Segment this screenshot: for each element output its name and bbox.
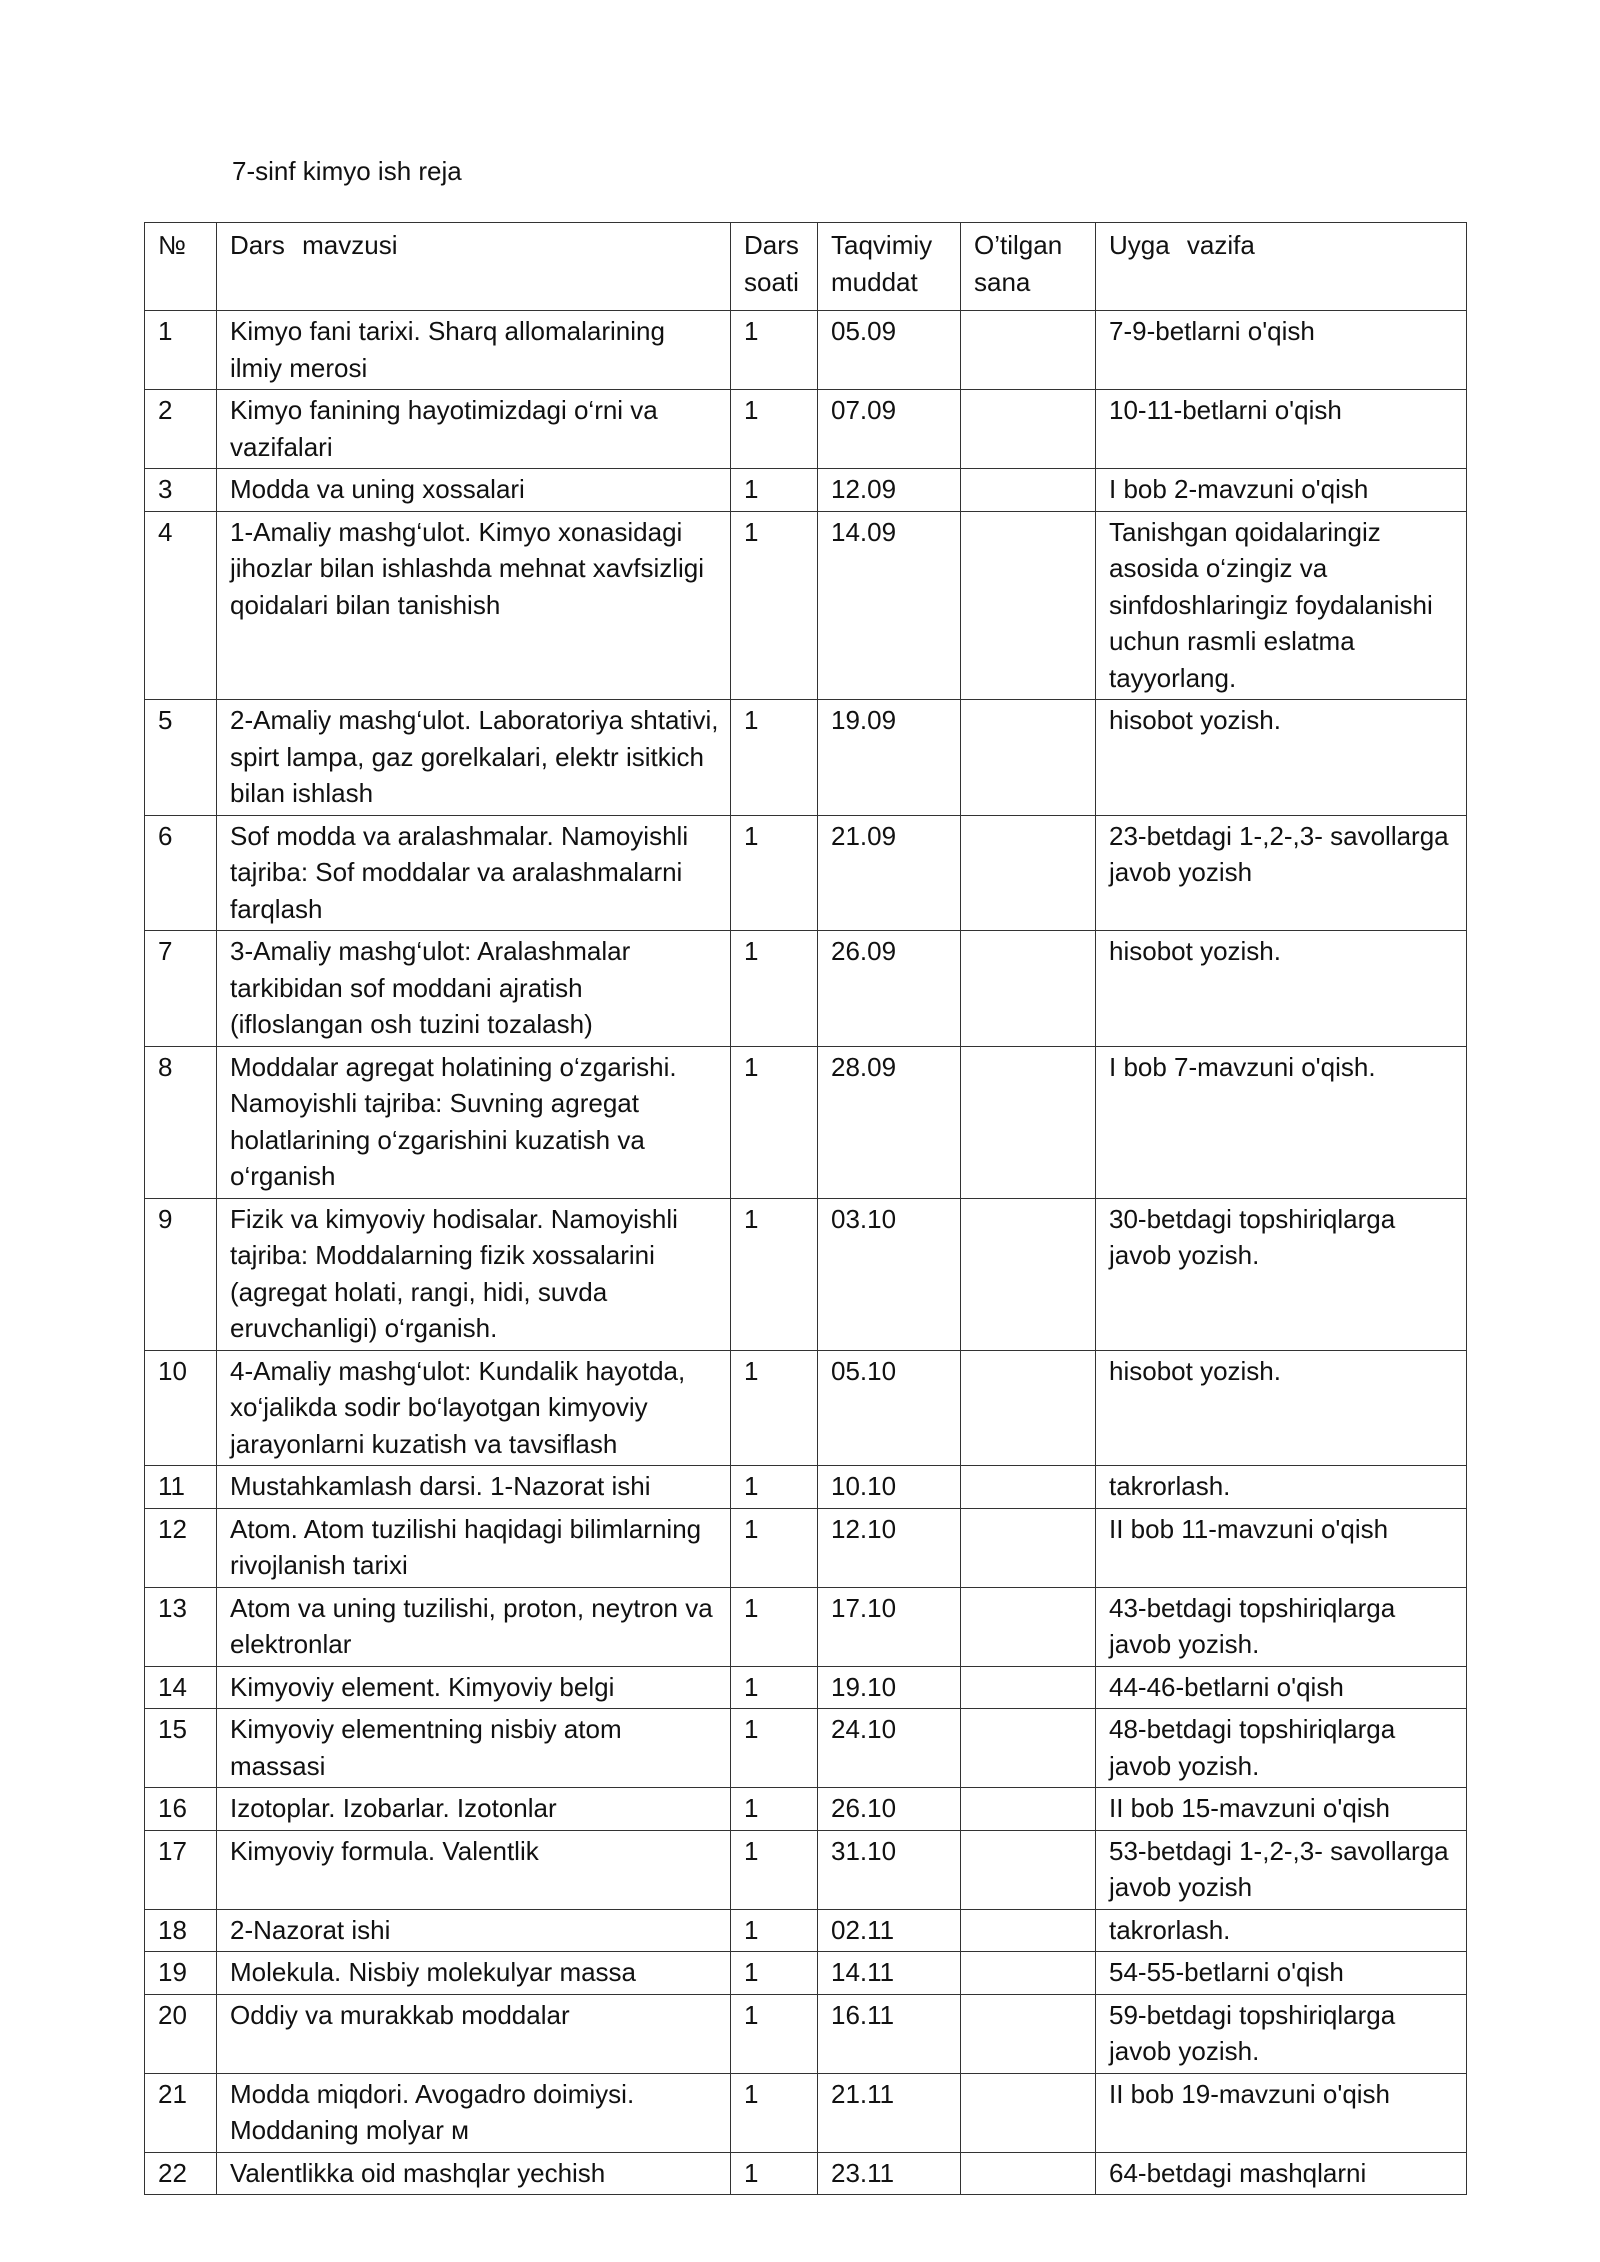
row-number: 9 — [145, 1198, 217, 1350]
row-homework: Tanishgan qoidalaringiz asosida o‘zingiz va sinfdoshlaringiz foydalanishi uchun rasmli eslatma tayyorlang. — [1096, 511, 1467, 700]
row-hours: 1 — [731, 1709, 818, 1788]
row-done-date — [961, 1046, 1096, 1198]
row-hours: 1 — [731, 1909, 818, 1952]
row-homework: 30-betdagi topshiriqlarga javob yozish. — [1096, 1198, 1467, 1350]
row-hours: 1 — [731, 2073, 818, 2152]
row-hours: 1 — [731, 1952, 818, 1995]
row-done-date — [961, 2073, 1096, 2152]
table-row — [145, 511, 1467, 700]
header-date — [818, 223, 961, 311]
row-hours: 1 — [731, 1466, 818, 1509]
row-number: 5 — [145, 700, 217, 816]
row-hours: 1 — [731, 1587, 818, 1666]
header-date-line2: muddat — [831, 266, 918, 297]
row-homework: 59-betdagi topshiriqlarga javob yozish. — [1096, 1994, 1467, 2073]
row-number: 1 — [145, 311, 217, 390]
row-done-date — [961, 815, 1096, 931]
row-done-date — [961, 1909, 1096, 1952]
row-homework: 7-9-betlarni o'qish — [1096, 311, 1467, 390]
row-number: 6 — [145, 815, 217, 931]
header-done-line2: sana — [974, 266, 1031, 297]
header-topic — [217, 223, 731, 311]
row-date: 03.10 — [818, 1198, 961, 1350]
row-homework: 53-betdagi 1-,2-,3- savollarga javob yozish — [1096, 1830, 1467, 1909]
row-homework: hisobot yozish. — [1096, 931, 1467, 1047]
row-homework: I bob 7-mavzuni o'qish. — [1096, 1046, 1467, 1198]
row-number: 13 — [145, 1587, 217, 1666]
row-done-date — [961, 511, 1096, 700]
row-hours: 1 — [731, 1508, 818, 1587]
row-topic: Kimyoviy formula. Valentlik — [217, 1830, 731, 1909]
row-topic: Fizik va kimyoviy hodisalar. Namoyishli tajriba: Moddalarning fizik xossalarini (agregat holati, rangi, hidi, suvda eruvchanligi) o‘rganish. — [217, 1198, 731, 1350]
row-done-date — [961, 1666, 1096, 1709]
row-done-date — [961, 1830, 1096, 1909]
row-topic: Oddiy va murakkab moddalar — [217, 1994, 731, 2073]
row-topic: 2-Amaliy mashg‘ulot. Laboratoriya shtativi, spirt lampa, gaz gorelkalari, elektr isitkich bilan ishlash — [217, 700, 731, 816]
row-topic: Moddalar agregat holatining o‘zgarishi. Namoyishli tajriba: Suvning agregat holatlarining o‘zgarishini kuzatish va o‘rganish — [217, 1046, 731, 1198]
row-homework: 54-55-betlarni o'qish — [1096, 1952, 1467, 1995]
row-done-date — [961, 1788, 1096, 1831]
row-topic: Mustahkamlash darsi. 1-Nazorat ishi — [217, 1466, 731, 1509]
header-topic-label: Dars mavzusi — [230, 230, 398, 260]
row-done-date — [961, 1350, 1096, 1466]
row-date: 23.11 — [818, 2152, 961, 2195]
header-homework — [1096, 223, 1467, 311]
row-date: 12.09 — [818, 469, 961, 512]
row-number: 15 — [145, 1709, 217, 1788]
row-hours: 1 — [731, 1046, 818, 1198]
row-homework: hisobot yozish. — [1096, 700, 1467, 816]
row-homework: takrorlash. — [1096, 1466, 1467, 1509]
table-row — [145, 931, 1467, 1047]
lesson-plan-table — [144, 222, 1467, 2195]
row-topic: Atom va uning tuzilishi, proton, neytron va elektronlar — [217, 1587, 731, 1666]
row-date: 14.11 — [818, 1952, 961, 1995]
row-number: 10 — [145, 1350, 217, 1466]
row-number: 4 — [145, 511, 217, 700]
row-homework: I bob 2-mavzuni o'qish — [1096, 469, 1467, 512]
table-row — [145, 1709, 1467, 1788]
table-row — [145, 1350, 1467, 1466]
table-row — [145, 700, 1467, 816]
row-done-date — [961, 931, 1096, 1047]
row-done-date — [961, 1952, 1096, 1995]
row-topic: Izotoplar. Izobarlar. Izotonlar — [217, 1788, 731, 1831]
row-hours: 1 — [731, 931, 818, 1047]
header-date-line1: Taqvimiy — [831, 230, 933, 260]
row-topic: Sof modda va aralashmalar. Namoyishli tajriba: Sof moddalar va aralashmalarni farqlash — [217, 815, 731, 931]
row-homework: 43-betdagi topshiriqlarga javob yozish. — [1096, 1587, 1467, 1666]
row-done-date — [961, 1508, 1096, 1587]
row-done-date — [961, 469, 1096, 512]
table-row — [145, 390, 1467, 469]
table-body — [145, 311, 1467, 2195]
row-homework: 48-betdagi topshiriqlarga javob yozish. — [1096, 1709, 1467, 1788]
row-date: 14.09 — [818, 511, 961, 700]
table-row — [145, 2073, 1467, 2152]
row-date: 21.11 — [818, 2073, 961, 2152]
row-date: 28.09 — [818, 1046, 961, 1198]
row-date: 26.09 — [818, 931, 961, 1047]
table-row — [145, 1830, 1467, 1909]
row-number: 2 — [145, 390, 217, 469]
row-date: 02.11 — [818, 1909, 961, 1952]
row-date: 16.11 — [818, 1994, 961, 2073]
row-number: 14 — [145, 1666, 217, 1709]
row-done-date — [961, 1587, 1096, 1666]
row-date: 07.09 — [818, 390, 961, 469]
row-homework: II bob 11-mavzuni o'qish — [1096, 1508, 1467, 1587]
row-hours: 1 — [731, 1994, 818, 2073]
table-row — [145, 1909, 1467, 1952]
header-number: № — [145, 223, 217, 311]
row-homework: hisobot yozish. — [1096, 1350, 1467, 1466]
row-number: 7 — [145, 931, 217, 1047]
row-topic: 4-Amaliy mashg‘ulot: Kundalik hayotda, xo‘jalikda sodir bo‘layotgan kimyoviy jarayonlarni kuzatish va tavsiflash — [217, 1350, 731, 1466]
row-number: 18 — [145, 1909, 217, 1952]
row-hours: 1 — [731, 700, 818, 816]
row-topic: Modda miqdori. Avogadro doimiysi. Moddaning molyar м — [217, 2073, 731, 2152]
row-topic: Atom. Atom tuzilishi haqidagi bilimlarning rivojlanish tarixi — [217, 1508, 731, 1587]
row-topic: Kimyoviy elementning nisbiy atom massasi — [217, 1709, 731, 1788]
row-number: 22 — [145, 2152, 217, 2195]
row-topic: Kimyo fani tarixi. Sharq allomalarining ilmiy merosi — [217, 311, 731, 390]
row-hours: 1 — [731, 311, 818, 390]
row-done-date — [961, 1994, 1096, 2073]
row-topic: 3-Amaliy mashg‘ulot: Aralashmalar tarkibidan sof moddani ajratish (ifloslangan osh tuzini tozalash) — [217, 931, 731, 1047]
header-done-line1: O’tilgan — [974, 230, 1063, 260]
row-hours: 1 — [731, 1788, 818, 1831]
row-done-date — [961, 311, 1096, 390]
table-row — [145, 1198, 1467, 1350]
row-date: 19.09 — [818, 700, 961, 816]
table-row — [145, 311, 1467, 390]
row-homework: 44-46-betlarni o'qish — [1096, 1666, 1467, 1709]
row-number: 20 — [145, 1994, 217, 2073]
table-row — [145, 1046, 1467, 1198]
row-number: 19 — [145, 1952, 217, 1995]
row-hours: 1 — [731, 815, 818, 931]
row-hours: 1 — [731, 2152, 818, 2195]
row-topic: Kimyo fanining hayotimizdagi o‘rni va vazifalari — [217, 390, 731, 469]
row-hours: 1 — [731, 1830, 818, 1909]
header-hours — [731, 223, 818, 311]
row-homework: 23-betdagi 1-,2-,3- savollarga javob yozish — [1096, 815, 1467, 931]
row-topic: Molekula. Nisbiy molekulyar massa — [217, 1952, 731, 1995]
row-topic: 2-Nazorat ishi — [217, 1909, 731, 1952]
row-date: 10.10 — [818, 1466, 961, 1509]
row-homework: takrorlash. — [1096, 1909, 1467, 1952]
row-date: 05.09 — [818, 311, 961, 390]
row-done-date — [961, 1198, 1096, 1350]
row-hours: 1 — [731, 1350, 818, 1466]
table-row — [145, 815, 1467, 931]
row-done-date — [961, 390, 1096, 469]
table-row — [145, 2152, 1467, 2195]
row-topic: Modda va uning xossalari — [217, 469, 731, 512]
row-topic: Valentlikka oid mashqlar yechish — [217, 2152, 731, 2195]
row-done-date — [961, 2152, 1096, 2195]
row-hours: 1 — [731, 469, 818, 512]
document-title: 7-sinf kimyo ish reja — [232, 156, 462, 186]
row-number: 17 — [145, 1830, 217, 1909]
row-hours: 1 — [731, 1198, 818, 1350]
row-homework: II bob 19-mavzuni o'qish — [1096, 2073, 1467, 2152]
header-homework-label: Uyga vazifa — [1109, 230, 1255, 260]
row-number: 3 — [145, 469, 217, 512]
row-number: 8 — [145, 1046, 217, 1198]
row-homework: II bob 15-mavzuni o'qish — [1096, 1788, 1467, 1831]
row-homework: 10-11-betlarni o'qish — [1096, 390, 1467, 469]
row-date: 17.10 — [818, 1587, 961, 1666]
table-row — [145, 1466, 1467, 1509]
table-row — [145, 1994, 1467, 2073]
row-number: 21 — [145, 2073, 217, 2152]
row-date: 12.10 — [818, 1508, 961, 1587]
table-row — [145, 1587, 1467, 1666]
row-number: 11 — [145, 1466, 217, 1509]
header-hours-line1: Dars — [744, 230, 799, 260]
row-number: 16 — [145, 1788, 217, 1831]
row-date: 19.10 — [818, 1666, 961, 1709]
row-done-date — [961, 700, 1096, 816]
header-hours-line2: soati — [744, 266, 799, 297]
row-number: 12 — [145, 1508, 217, 1587]
row-date: 31.10 — [818, 1830, 961, 1909]
row-date: 24.10 — [818, 1709, 961, 1788]
row-topic: 1-Amaliy mashg‘ulot. Kimyo xonasidagi jihozlar bilan ishlashda mehnat xavfsizligi qoidalari bilan tanishish — [217, 511, 731, 700]
row-hours: 1 — [731, 511, 818, 700]
table-row — [145, 1952, 1467, 1995]
table-row — [145, 1788, 1467, 1831]
row-date: 21.09 — [818, 815, 961, 931]
row-done-date — [961, 1709, 1096, 1788]
row-date: 26.10 — [818, 1788, 961, 1831]
table-header-row — [145, 223, 1467, 311]
row-topic: Kimyoviy element. Kimyoviy belgi — [217, 1666, 731, 1709]
row-done-date — [961, 1466, 1096, 1509]
table-row — [145, 1508, 1467, 1587]
row-hours: 1 — [731, 1666, 818, 1709]
header-done — [961, 223, 1096, 311]
table-row — [145, 1666, 1467, 1709]
table-row — [145, 469, 1467, 512]
row-homework: 64-betdagi mashqlarni — [1096, 2152, 1467, 2195]
row-hours: 1 — [731, 390, 818, 469]
row-date: 05.10 — [818, 1350, 961, 1466]
